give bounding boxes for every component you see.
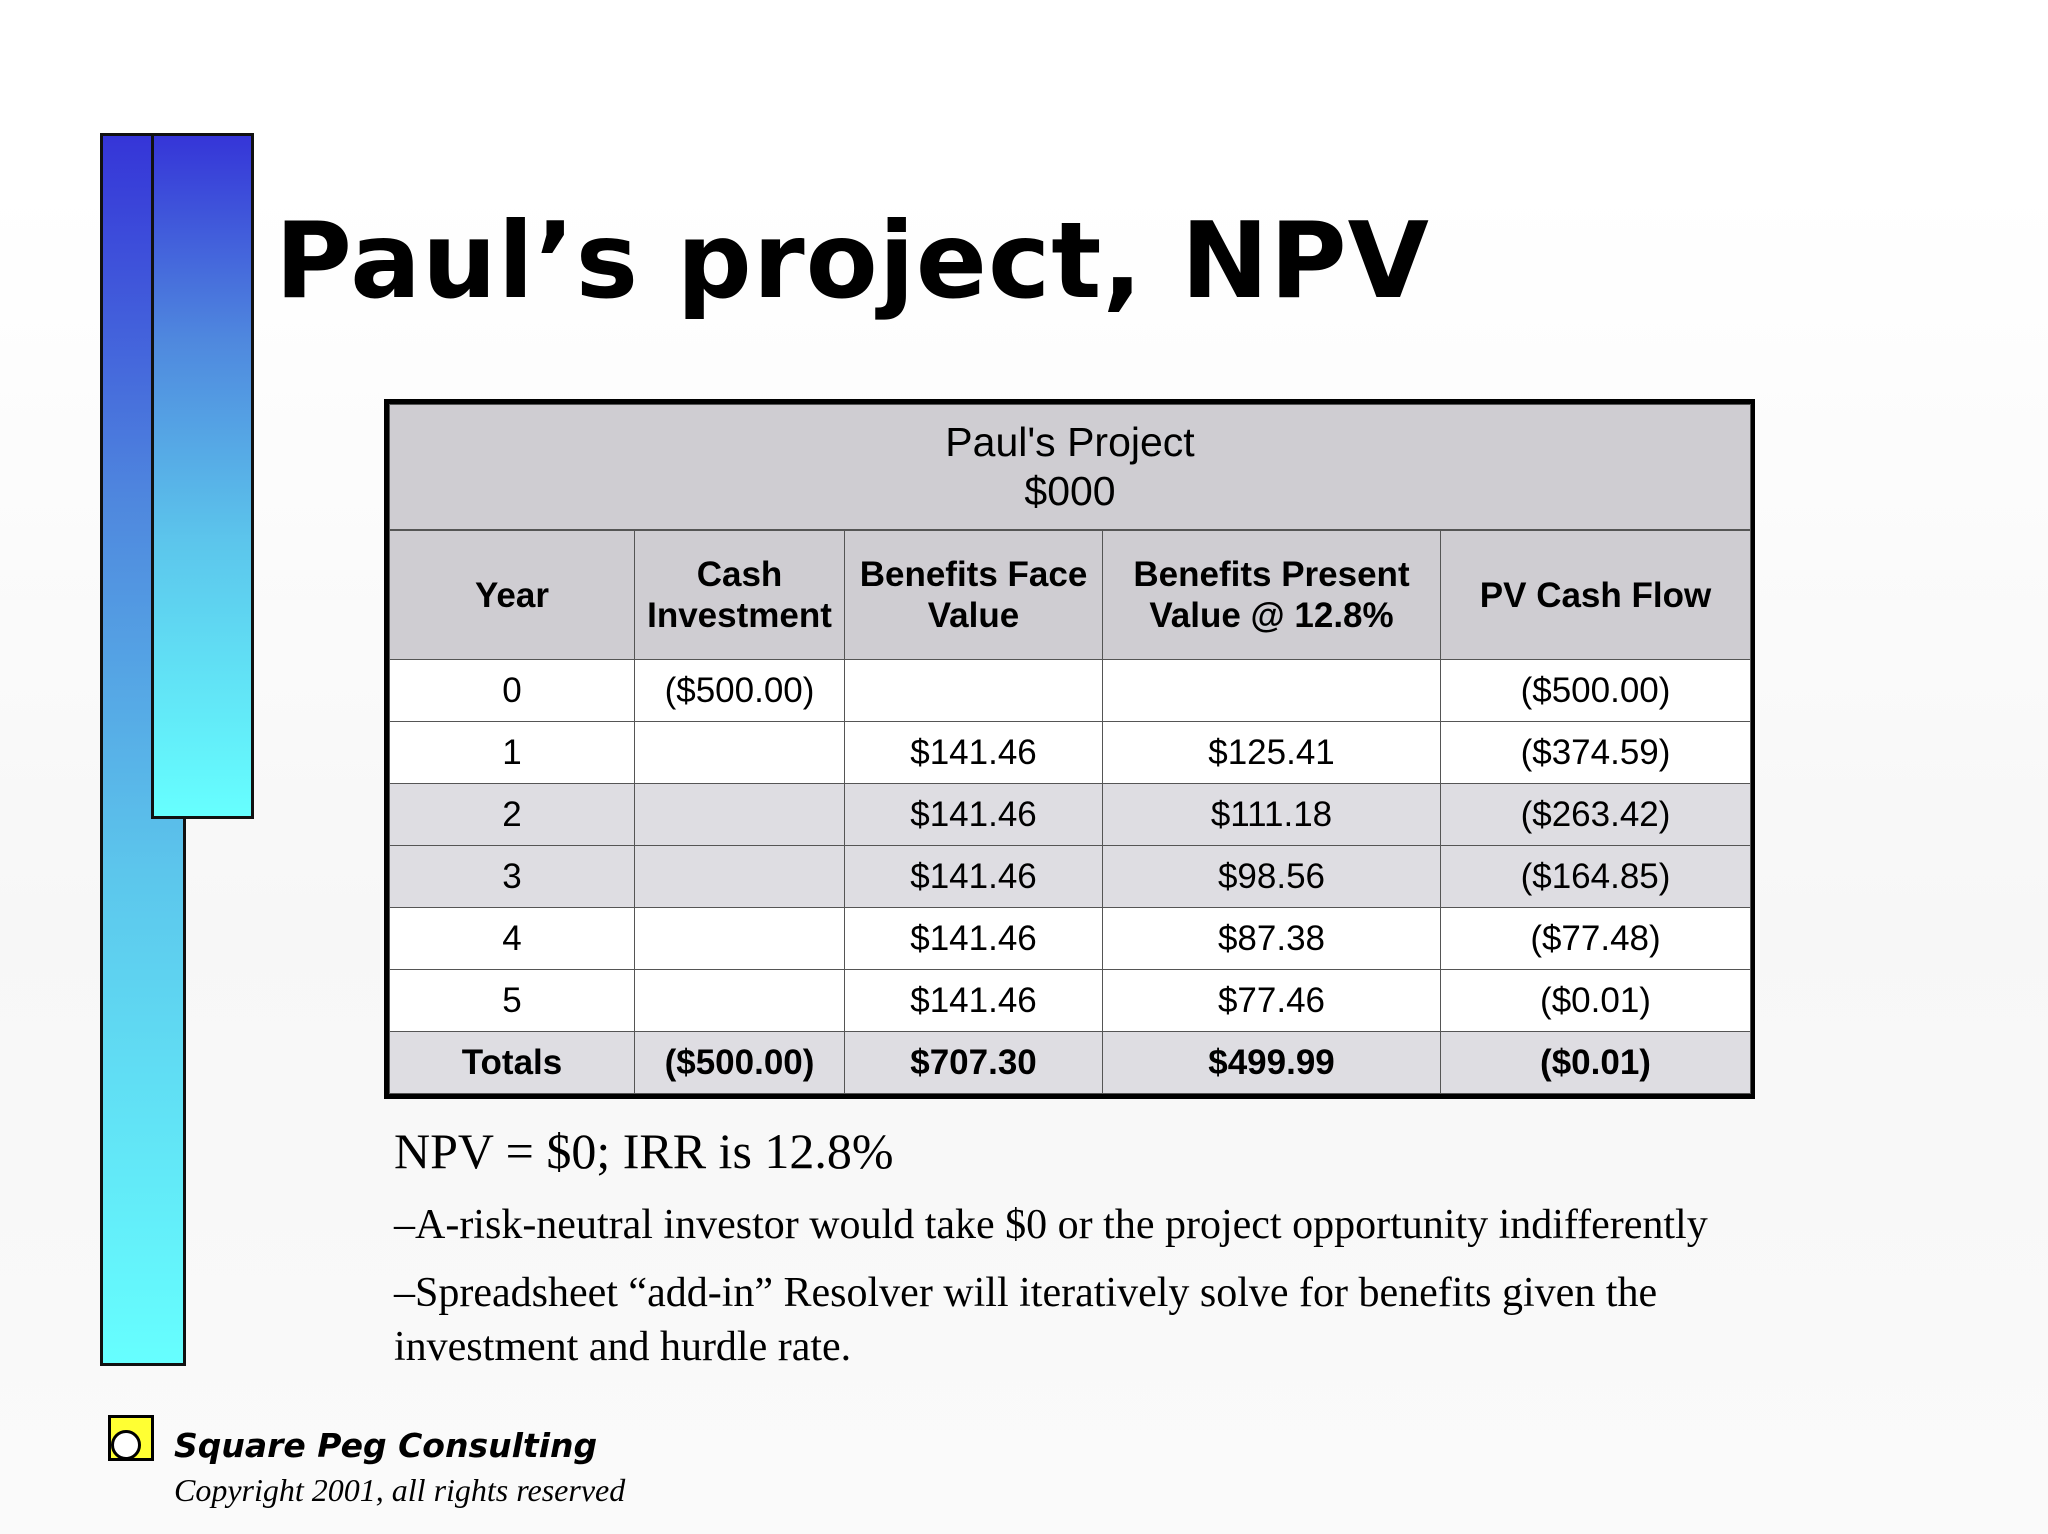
cell-year: 2 xyxy=(390,784,635,846)
cell-pv-cash-flow: ($500.00) xyxy=(1441,660,1751,722)
cell-totals-label: Totals xyxy=(390,1032,635,1094)
cell-year: 0 xyxy=(390,660,635,722)
cell-pv-cash-flow: ($263.42) xyxy=(1441,784,1751,846)
cell-benefits-face-value: $141.46 xyxy=(845,970,1103,1032)
cell-benefits-face-value: $141.46 xyxy=(845,722,1103,784)
cell-year: 3 xyxy=(390,846,635,908)
col-header-pv-cash-flow: PV Cash Flow xyxy=(1441,530,1751,660)
cell-total-benefits-face-value: $707.30 xyxy=(845,1032,1103,1094)
logo-circle-icon xyxy=(111,1430,141,1460)
npv-table xyxy=(384,399,1755,1099)
cell-total-pv-cash-flow: ($0.01) xyxy=(1441,1032,1751,1094)
table-row xyxy=(390,846,1751,908)
cell-benefits-present-value: $77.46 xyxy=(1103,970,1441,1032)
cell-benefits-present-value: $111.18 xyxy=(1103,784,1441,846)
totals-row xyxy=(390,1032,1751,1094)
table-row xyxy=(390,970,1751,1032)
table-caption-title: Paul's Project xyxy=(945,419,1195,465)
bullet-dash: – xyxy=(394,1270,415,1316)
main-point: NPV = $0; IRR is 12.8% xyxy=(394,1123,894,1179)
col-header-benefits-face-value: Benefits Face Value xyxy=(845,530,1103,660)
table-row xyxy=(390,660,1751,722)
table-row xyxy=(390,784,1751,846)
cell-benefits-face-value: $141.46 xyxy=(845,784,1103,846)
slide-title: Paul’s project, NPV xyxy=(275,200,1430,322)
cell-total-benefits-present-value: $499.99 xyxy=(1103,1032,1441,1094)
bullet-text: Spreadsheet “add-in” Resolver will iteratively solve for benefits given the investment and hurdle rate. xyxy=(394,1270,1658,1370)
cell-cash-investment xyxy=(635,970,845,1032)
bullet-dash: – xyxy=(394,1202,415,1248)
decorative-bar-right xyxy=(151,133,254,819)
cell-benefits-face-value: $141.46 xyxy=(845,908,1103,970)
cell-cash-investment xyxy=(635,908,845,970)
cell-pv-cash-flow: ($374.59) xyxy=(1441,722,1751,784)
col-header-benefits-present-value: Benefits Present Value @ 12.8% xyxy=(1103,530,1441,660)
cell-pv-cash-flow: ($0.01) xyxy=(1441,970,1751,1032)
cell-benefits-present-value: $87.38 xyxy=(1103,908,1441,970)
cell-pv-cash-flow: ($164.85) xyxy=(1441,846,1751,908)
cell-total-cash-investment: ($500.00) xyxy=(635,1032,845,1094)
col-header-cash-investment: Cash Investment xyxy=(635,530,845,660)
bullet-text: A-risk-neutral investor would take $0 or the project opportunity indifferently xyxy=(415,1202,1708,1248)
table-caption-units: $000 xyxy=(1024,468,1116,514)
table-row xyxy=(390,908,1751,970)
cell-benefits-present-value: $125.41 xyxy=(1103,722,1441,784)
cell-benefits-present-value xyxy=(1103,660,1441,722)
table-caption xyxy=(390,405,1751,531)
copyright-notice: Copyright 2001, all rights reserved xyxy=(174,1472,626,1508)
slide-body xyxy=(394,1122,1754,1388)
company-name: Square Peg Consulting xyxy=(174,1426,598,1465)
cell-pv-cash-flow: ($77.48) xyxy=(1441,908,1751,970)
cell-cash-investment: ($500.00) xyxy=(635,660,845,722)
table-header-row xyxy=(390,530,1751,660)
sub-bullet xyxy=(394,1198,1754,1252)
cell-cash-investment xyxy=(635,846,845,908)
cell-cash-investment xyxy=(635,784,845,846)
square-peg-logo-icon xyxy=(108,1415,154,1461)
col-header-year: Year xyxy=(390,530,635,660)
cell-year: 4 xyxy=(390,908,635,970)
cell-year: 5 xyxy=(390,970,635,1032)
cell-benefits-face-value xyxy=(845,660,1103,722)
cell-cash-investment xyxy=(635,722,845,784)
sub-bullet xyxy=(394,1266,1754,1374)
table-row xyxy=(390,722,1751,784)
cell-benefits-present-value: $98.56 xyxy=(1103,846,1441,908)
cell-year: 1 xyxy=(390,722,635,784)
cell-benefits-face-value: $141.46 xyxy=(845,846,1103,908)
